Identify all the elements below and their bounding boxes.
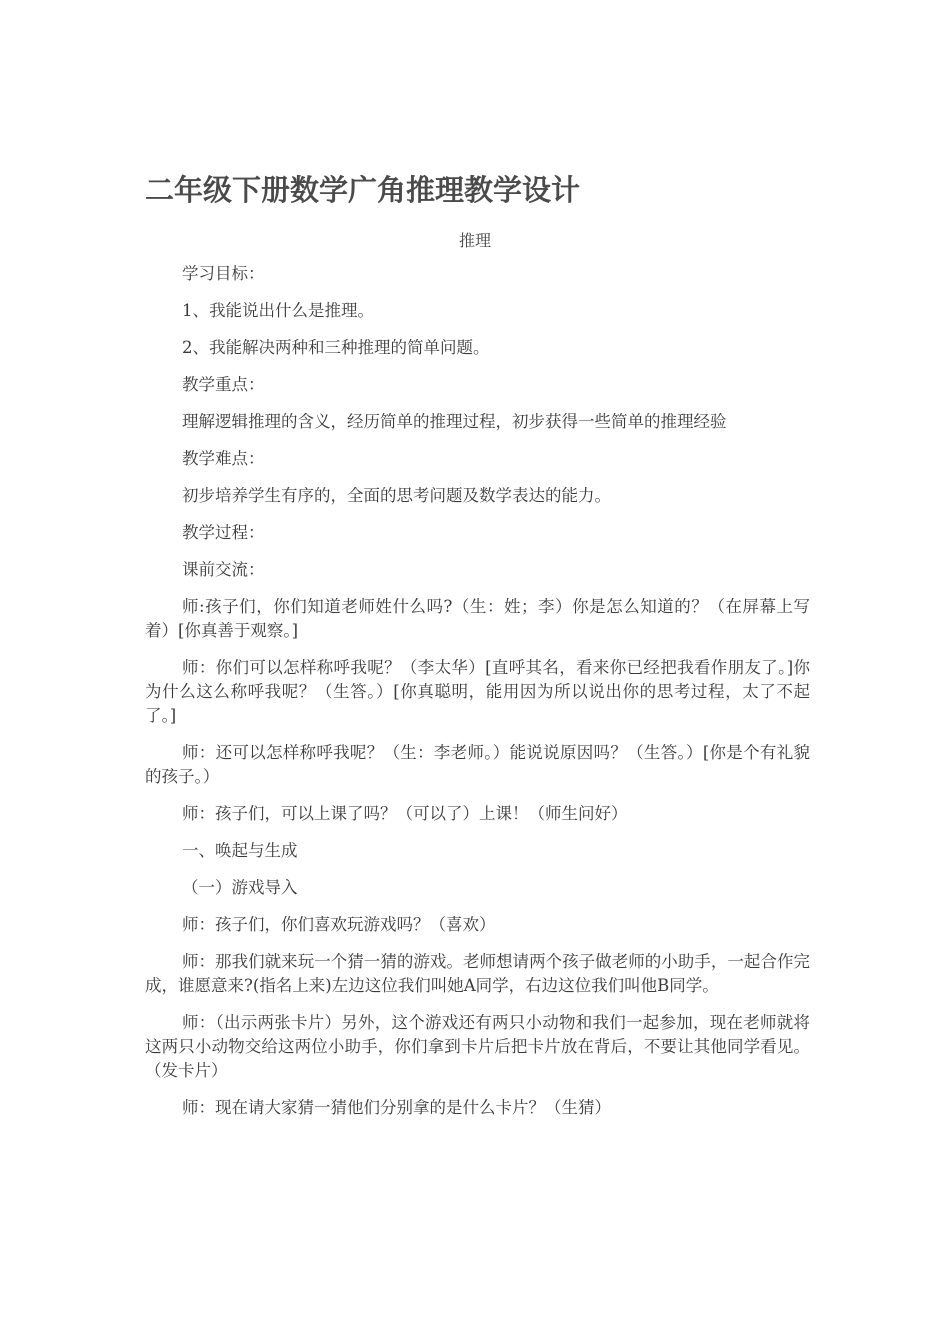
paragraph-pre-class-heading: 课前交流：	[182, 560, 265, 579]
paragraph-dialogue-5: 师：孩子们，你们喜欢玩游戏吗？（喜欢）	[182, 915, 496, 934]
paragraph-key-points-heading: 教学重点：	[182, 375, 265, 394]
paragraph-goals-heading: 学习目标：	[182, 264, 265, 283]
paragraph-key-points: 理解逻辑推理的含义，经历简单的推理过程，初步获得一些简单的推理经验	[182, 412, 727, 431]
paragraph-difficulties-heading: 教学难点：	[182, 449, 265, 468]
document-title: 二年级下册数学广角推理教学设计	[145, 173, 581, 207]
paragraph-section-1-heading: 一、唤起与生成	[182, 841, 298, 860]
paragraph-dialogue-1: 师:孩子们，你们知道老师姓什么吗?（生：姓；李）你是怎么知道的？（在屏幕上写着）[你真善于观察。]	[145, 597, 810, 640]
paragraph-dialogue-3: 师：还可以怎样称呼我呢？（生：李老师。）能说说原因吗？（生答。）[你是个有礼貌的孩子。）	[145, 743, 810, 786]
paragraph-dialogue-6: 师：那我们就来玩一个猜一猜的游戏。老师想请两个孩子做老师的小助手，一起合作完成，谁愿意来?(指名上来)左边这位我们叫她A同学，右边这位我们叫他B同学。	[145, 952, 810, 995]
paragraph-dialogue-7: 师：（出示两张卡片）另外，这个游戏还有两只小动物和我们一起参加，现在老师就将这两只小动物交给这两位小助手，你们拿到卡片后把卡片放在背后，不要让其他同学看见。（发卡片）	[145, 1013, 810, 1080]
paragraph-difficulties: 初步培养学生有序的，全面的思考问题及数学表达的能力。	[182, 486, 611, 505]
paragraph-process-heading: 教学过程：	[182, 523, 265, 542]
paragraph-subsection-heading: （一）游戏导入	[182, 878, 298, 897]
paragraph-dialogue-8: 师：现在请大家猜一猜他们分别拿的是什么卡片？（生猜）	[182, 1098, 611, 1117]
paragraph-goal-1: 1、我能说出什么是推理。	[182, 301, 374, 320]
document-body	[145, 262, 810, 1133]
document-subtitle: 推理	[458, 231, 491, 250]
paragraph-goal-2: 2、我能解决两种和三种推理的简单问题。	[182, 338, 490, 357]
paragraph-dialogue-4: 师：孩子们，可以上课了吗？（可以了）上课！（师生问好）	[182, 804, 628, 823]
paragraph-dialogue-2: 师：你们可以怎样称呼我呢？（李太华）[直呼其名，看来你已经把我看作朋友了。]你为什么这么称呼我呢？（生答。）[你真聪明，能用因为所以说出你的思考过程，太了不起了。]	[145, 658, 810, 725]
